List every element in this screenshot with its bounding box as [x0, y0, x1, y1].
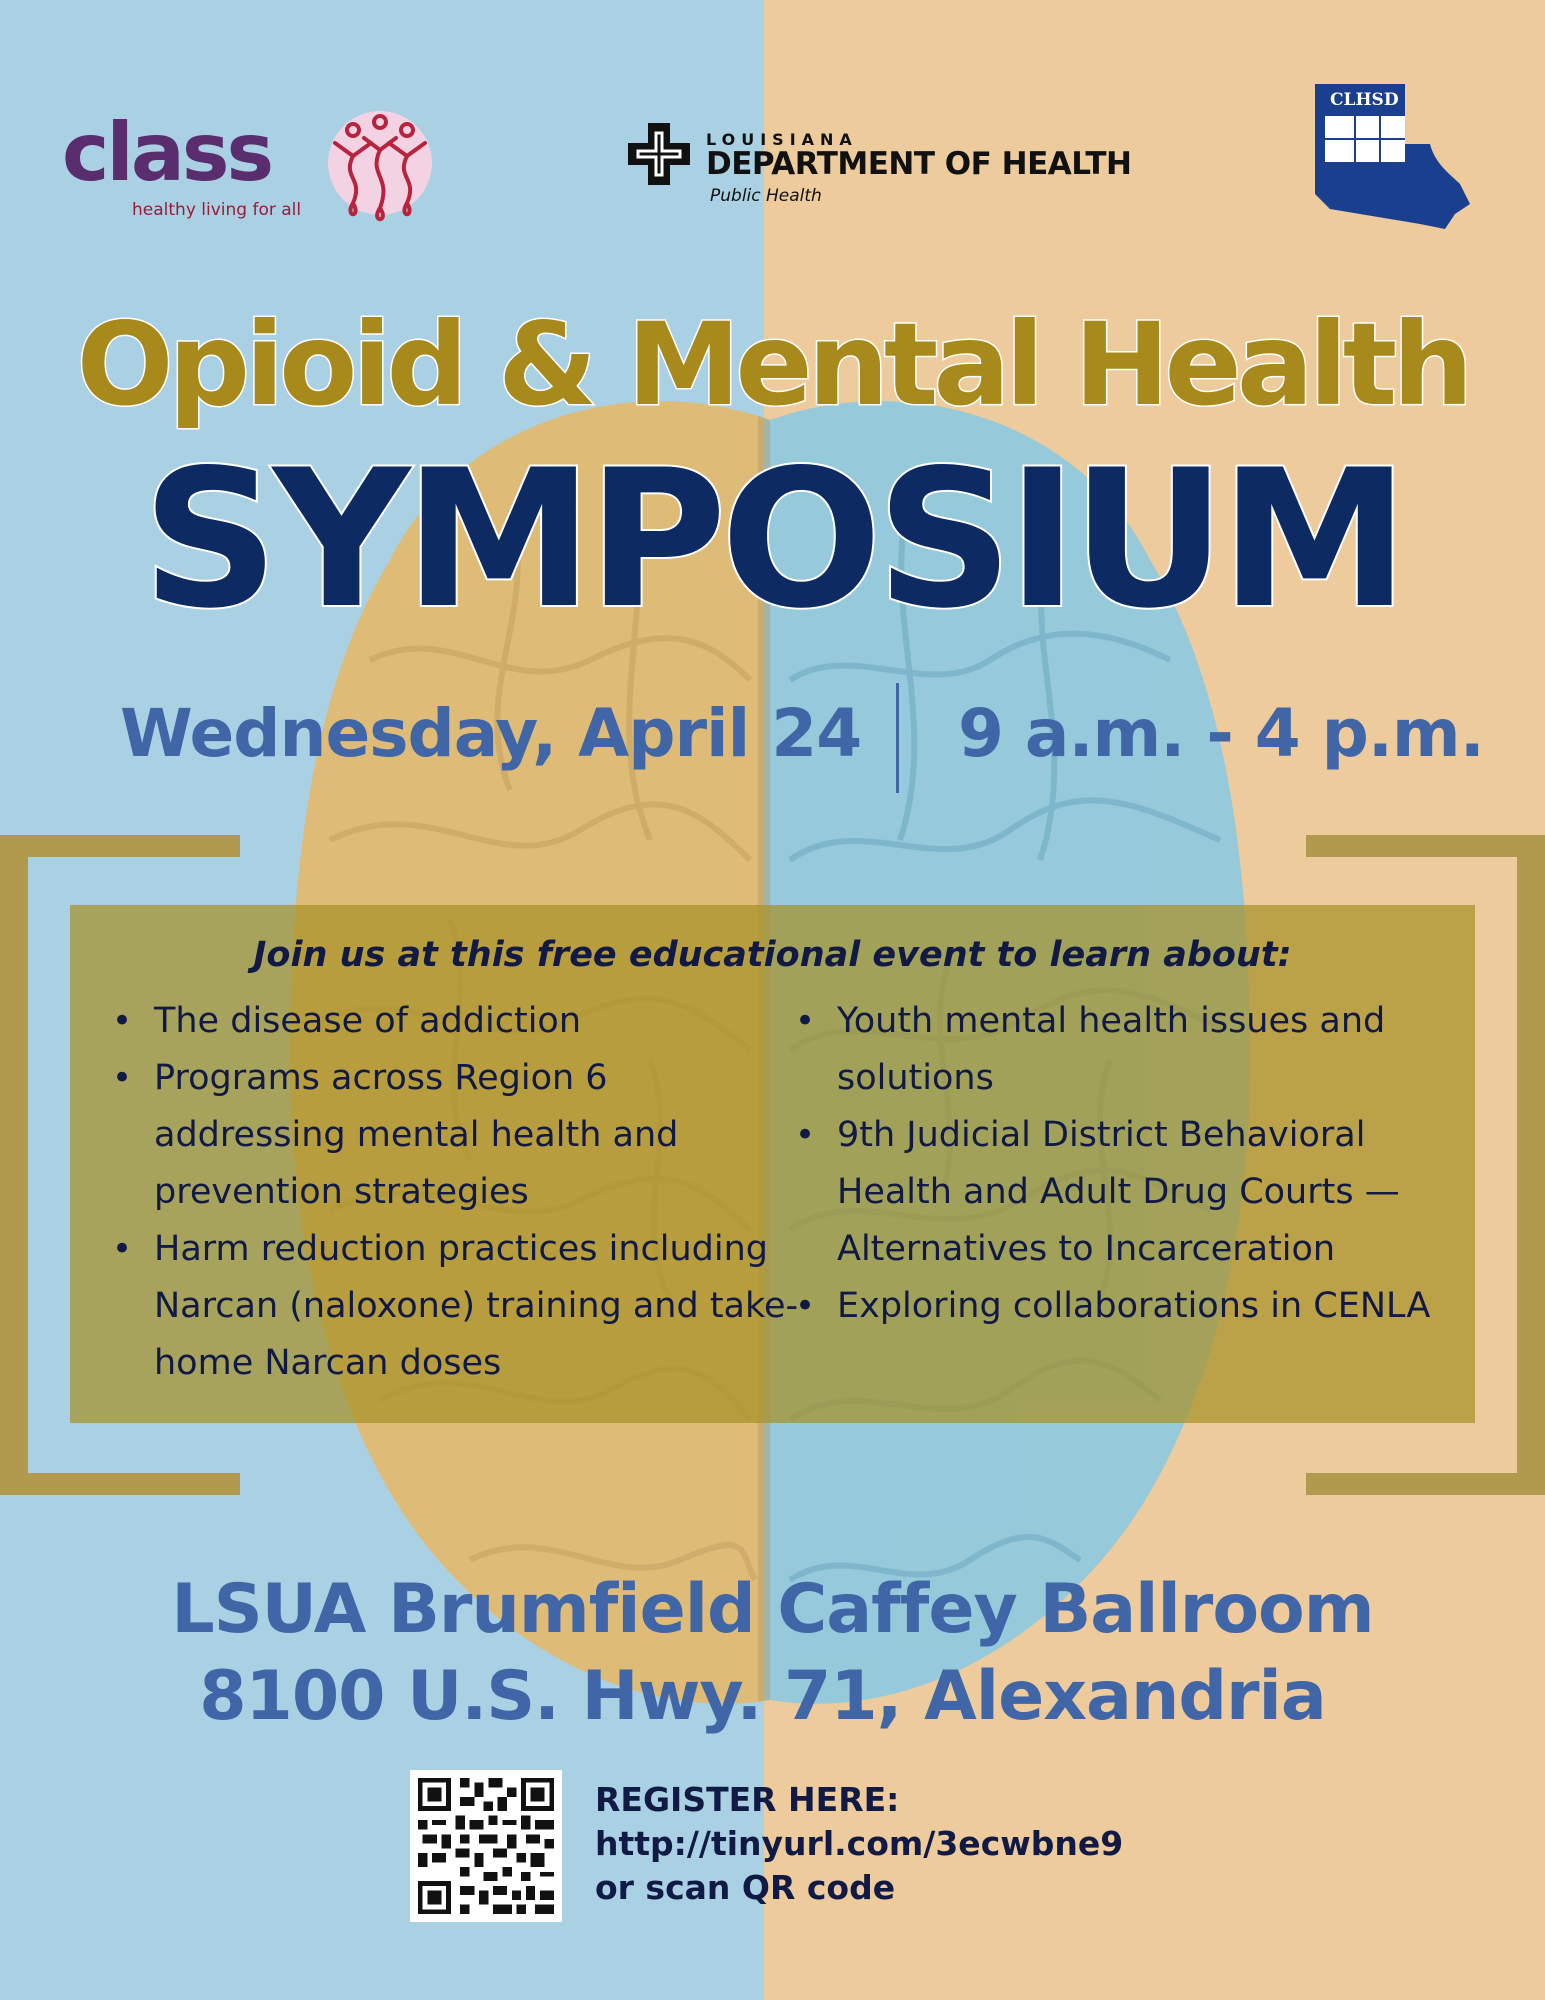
ldh-department-label: DEPARTMENT OF HEALTH — [706, 146, 1132, 182]
qr-code[interactable] — [410, 1770, 562, 1922]
list-item: • Programs across Region 6 addressing mental health and prevention strategies — [112, 1050, 802, 1221]
register-qr-hint: or scan QR code — [595, 1868, 896, 1907]
class-logo-tagline: healthy living for all — [132, 200, 302, 220]
venue-address: 8100 U.S. Hwy. 71, Alexandria — [199, 1657, 1326, 1736]
ldh-public-health-label: Public Health — [710, 186, 822, 206]
register-label: REGISTER HERE: — [595, 1780, 900, 1819]
ldh-cross-icon — [628, 123, 690, 185]
qr-code-icon — [418, 1778, 554, 1914]
venue-name: LSUA Brumfield Caffey Ballroom — [171, 1570, 1374, 1649]
list-item: • The disease of addiction — [112, 993, 802, 1050]
topics-list-right — [795, 993, 1445, 1335]
ldh-logo — [628, 118, 1148, 213]
title-line-2: SYMPOSIUM — [141, 429, 1404, 650]
class-logo-word: class — [62, 106, 272, 199]
topics-list-left — [112, 993, 802, 1392]
list-item: • Harm reduction practices including Narcan (naloxone) training and take-home Narcan doses — [112, 1221, 802, 1392]
ldh-state-label: LOUISIANA — [706, 130, 858, 149]
event-datetime — [0, 695, 1545, 785]
register-url-link[interactable]: http://tinyurl.com/3ecwbne9 — [595, 1824, 1124, 1863]
title-line-1: Opioid & Mental Health — [76, 298, 1469, 431]
event-time: 9 a.m. - 4 p.m. — [958, 695, 1484, 772]
list-item: • 9th Judicial District Behavioral Health and Adult Drug Courts — Alternatives to Incarceration — [795, 1107, 1445, 1278]
clhsd-label: CLHSD — [1330, 90, 1399, 110]
clhsd-logo — [1310, 84, 1475, 234]
info-heading: Join us at this free educational event to learn about: — [253, 935, 1292, 975]
list-item: • Exploring collaborations in CENLA — [795, 1278, 1445, 1335]
event-date: Wednesday, April 24 — [120, 695, 862, 772]
date-divider — [896, 683, 899, 793]
register-block — [595, 1778, 1123, 1910]
class-figures-icon — [320, 108, 440, 223]
list-item: • Youth mental health issues and solutions — [795, 993, 1445, 1107]
info-box — [70, 905, 1475, 1423]
class-logo — [62, 108, 462, 228]
